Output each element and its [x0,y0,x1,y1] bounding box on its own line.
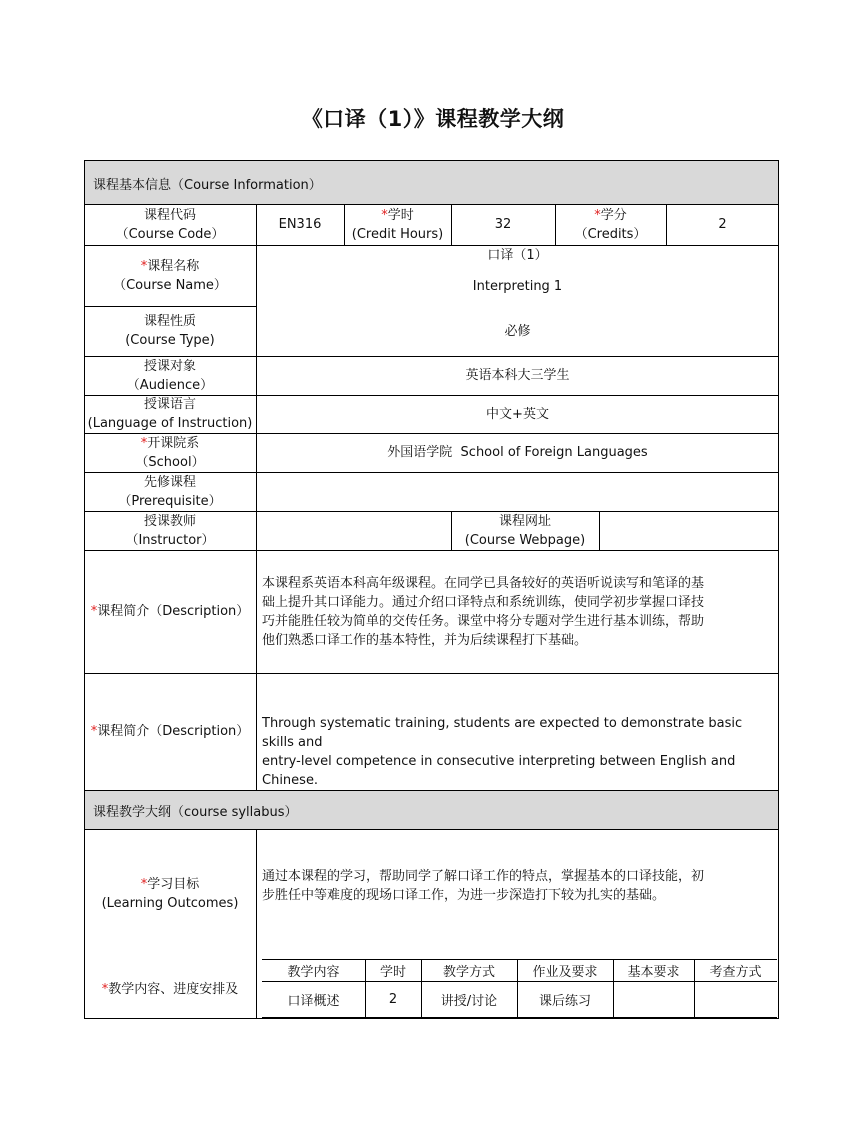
section-course-syllabus: 课程教学大纲（course syllabus） [93,805,298,820]
course-type-label: 课程性质 (Course Type) [125,314,215,348]
description-en-text: Through systematic training, students are expected to demonstrate basic skills and entry-level competence in consecutive interpreting between English and Chinese. [262,716,743,788]
course-code-value: EN316 [278,217,322,232]
credit-hours-value: 32 [494,217,512,232]
schedule-header-hours: 学时 [379,965,406,980]
language-value: 中文+英文 [486,406,549,422]
course-type-value: 必修 [504,323,531,339]
page-title: 《口译（1）》课程教学大纲 [301,107,565,131]
description-cn-text: 本课程系英语本科高年级课程。在同学已具备较好的英语听说读写和笔译的基 础上提升其口译能力。通过介绍口译特点和系统训练，使同学初步掌握口译技 巧并能胜任较为简单的交传任务。课堂中将分专题对学生进行基本训练，帮助 他们熟悉口译工作的基本特性，并为后续课程打下基础。 [262,576,705,648]
prerequisite-value [256,472,779,511]
section-course-information: 课程基本信息（Course Information） [93,178,322,193]
schedule-header-method: 教学方式 [442,965,495,980]
course-name-value-en: Interpreting 1 [472,278,563,294]
schedule-row-hours: 2 [388,992,398,1007]
credits-value: 2 [718,217,727,232]
language-label: 授课语言 (Language of Instruction) [87,397,253,431]
learning-outcomes-label: *学习目标 (Learning Outcomes) [101,877,239,911]
credit-hours-label: *学时 (Credit Hours) [351,207,444,242]
schedule-row-requirements [613,982,694,1017]
prerequisite-label: 先修课程 （Prerequisite） [118,474,222,509]
schedule-header-content: 教学内容 [287,965,340,980]
schedule-row-assignment: 课后练习 [538,994,591,1009]
schedule-row-assessment [694,982,777,1017]
schedule-header-assignment: 作业及要求 [532,965,598,980]
credits-label: *学分 （Credits） [574,207,647,242]
audience-label: 授课对象 （Audience） [126,358,214,393]
schedule-row-method: 讲授/讨论 [440,994,498,1009]
description-cn-label: *课程简介（Description） [90,604,250,619]
course-name-label: *课程名称 （Course Name） [113,258,227,293]
schedule-label: *教学内容、进度安排及 [101,981,239,997]
course-name-value-cn: 口译（1） [487,247,548,263]
school-label: *开课院系 （School） [135,435,205,470]
course-webpage-label: 课程网址 (Course Webpage) [464,513,586,548]
schedule-header-requirements: 基本要求 [627,965,680,980]
description-en-label: *课程简介（Description） [90,724,250,739]
schedule-row-content: 口译概述 [287,994,340,1009]
instructor-label: 授课教师 （Instructor） [125,513,215,548]
school-value: 外国语学院 School of Foreign Languages [387,445,648,460]
learning-outcomes-text: 通过本课程的学习，帮助同学了解口译工作的特点，掌握基本的口译技能，初 步胜任中等难度的现场口译工作，为进一步深造打下较为扎实的基础。 [262,869,705,903]
course-code-label: 课程代码 （Course Code） [115,207,225,242]
schedule-header-assessment: 考查方式 [709,965,762,980]
audience-value: 英语本科大三学生 [465,368,570,383]
